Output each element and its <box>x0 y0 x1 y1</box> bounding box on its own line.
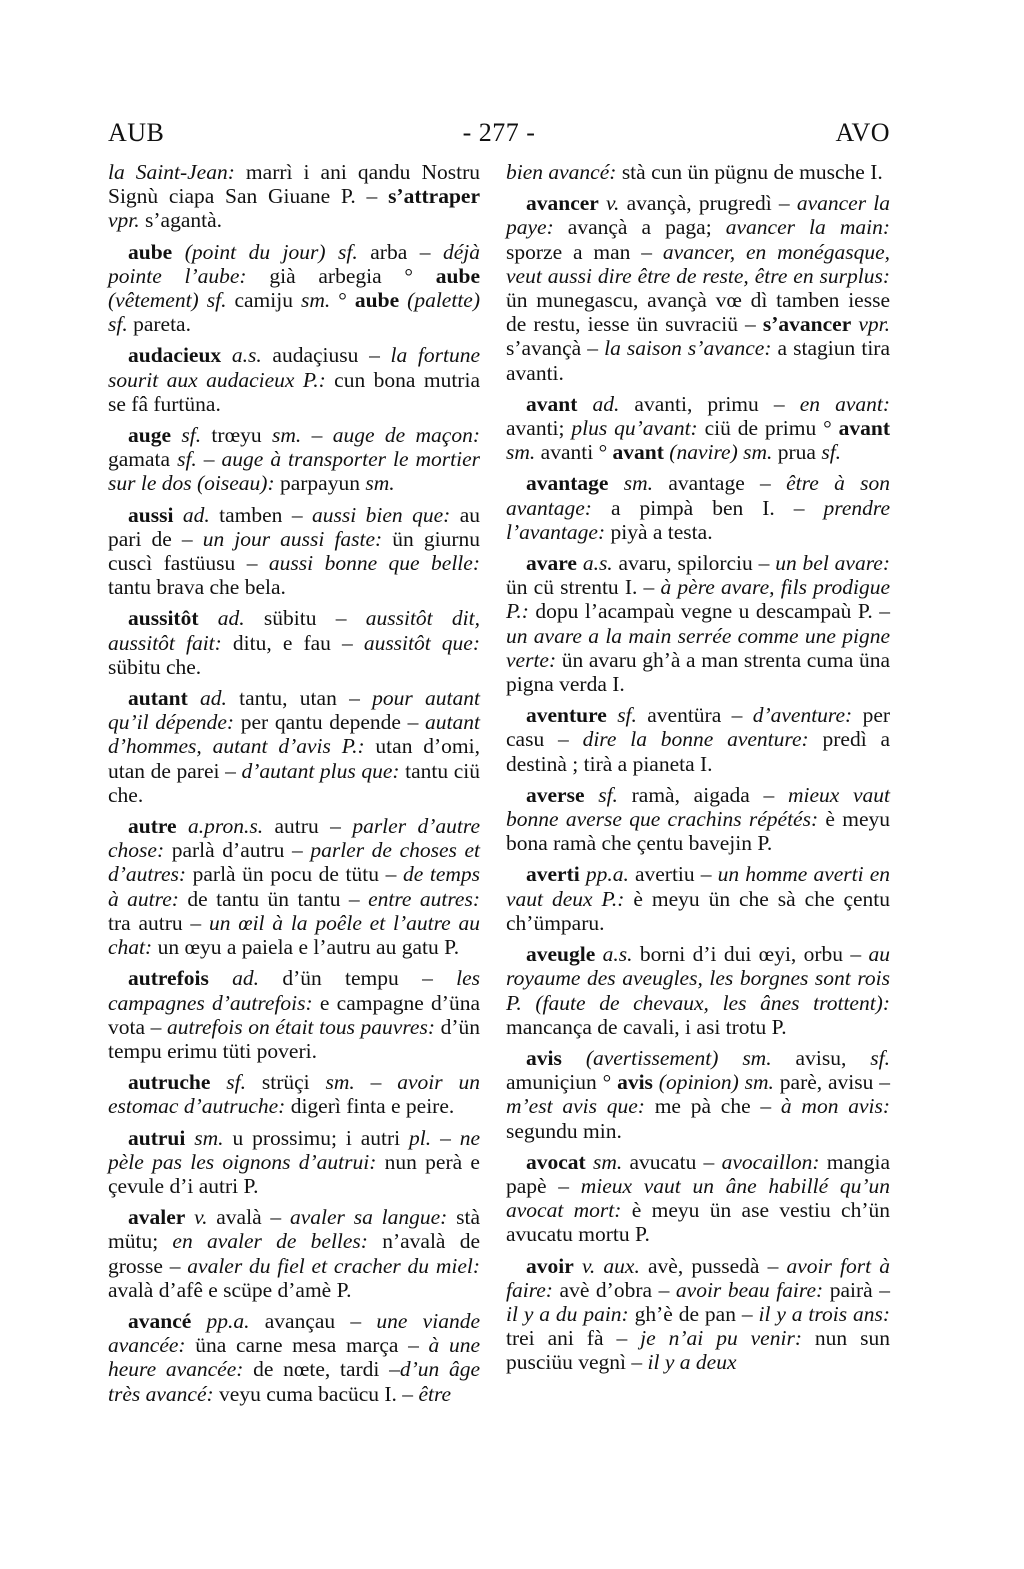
french-gloss: d’autant plus que: <box>241 758 400 783</box>
monegasque-text: un œyu a paiela e l’autru au gatu P. <box>152 935 460 960</box>
french-gloss: de temps à autre: <box>108 862 480 911</box>
entry-avance <box>108 1309 480 1406</box>
entry-avocat <box>506 1150 890 1247</box>
monegasque-text: audaçiusu – <box>261 343 391 368</box>
headword: averse <box>526 782 585 807</box>
french-gloss: ad. <box>182 502 210 527</box>
headword: aube <box>435 263 480 288</box>
french-gloss: d’aventure: <box>752 703 853 728</box>
monegasque-text: ditu, e fau – <box>221 630 364 655</box>
french-gloss: aussitôt dit, aussitôt fait: <box>108 606 480 655</box>
monegasque-text: a pimpà ben I. – <box>591 495 824 520</box>
french-gloss: avoir fort à faire: <box>506 1253 891 1302</box>
french-gloss: un œil à la poêle et l’autre au chat: <box>108 910 480 960</box>
monegasque-text: gamata <box>108 447 178 472</box>
monegasque-text: ° <box>330 288 355 313</box>
headword: autrui <box>128 1125 186 1150</box>
monegasque-text: de tantu ün tantu – <box>178 886 369 911</box>
french-gloss: je n’ai pu venir: <box>640 1326 802 1351</box>
monegasque-text: avançà, prugredì – <box>619 191 797 216</box>
monegasque-text: ün giurnu cuscì fastüusu – <box>108 526 480 576</box>
monegasque-text <box>185 1205 194 1229</box>
headword: aube <box>354 288 400 313</box>
monegasque-text <box>585 783 599 807</box>
headword: avare <box>526 551 577 576</box>
monegasque-text: avè d’obra – <box>552 1277 676 1302</box>
french-gloss: à une heure avancée: <box>108 1333 480 1382</box>
french-gloss: parler d’autre chose: <box>108 814 480 863</box>
entry-etre-bien-avance-cont <box>506 160 890 184</box>
monegasque-text: ün avaru gh’à a man strenta cuma üna pigna verda I. <box>506 647 890 697</box>
french-gloss: pl. <box>409 1125 432 1150</box>
entry-aube <box>108 240 480 337</box>
french-gloss: vpr. <box>108 208 140 233</box>
french-gloss: entre autres: <box>368 886 480 911</box>
monegasque-text: d’ün tempu erimu tüti poveri. <box>108 1014 480 1063</box>
monegasque-text <box>185 1126 194 1150</box>
french-gloss: pp.a. <box>585 862 629 887</box>
french-gloss: (navire) sm. <box>669 440 773 465</box>
french-gloss: un homme averti en vaut deux P.: <box>506 862 890 911</box>
french-gloss: pp.a. <box>206 1308 250 1333</box>
headword: averti <box>526 862 580 887</box>
french-gloss: les campagnes d’autrefois: <box>108 966 481 1015</box>
headword: avant <box>612 440 664 465</box>
monegasque-text: per casu – <box>506 703 891 752</box>
entry-avoir <box>506 1254 890 1375</box>
monegasque-text: arba – <box>357 239 443 264</box>
monegasque-text: aventüra – <box>636 703 753 728</box>
monegasque-text: avertiu – <box>628 862 718 887</box>
entry-avancer <box>506 191 890 385</box>
monegasque-text: de nœte, tardi – <box>243 1357 400 1382</box>
monegasque-text: a stagiun tira avanti. <box>506 336 890 385</box>
french-gloss: avancer, en monégasque, veut aussi dire être de reste, être en surplus: <box>506 239 891 288</box>
monegasque-text: – <box>431 1125 460 1150</box>
entry-audacieux <box>108 343 480 416</box>
french-gloss: v. aux. <box>581 1253 640 1278</box>
headword: avancé <box>128 1308 192 1333</box>
headword: audacieux <box>128 343 222 368</box>
french-gloss: en avant: <box>799 391 891 416</box>
monegasque-text: e campagne d’üna vota – <box>108 990 481 1039</box>
monegasque-text: stà cun ün pügnu de musche I. <box>616 160 883 184</box>
french-gloss: il y a du pain: <box>506 1301 629 1326</box>
french-gloss: sm. <box>325 1070 355 1095</box>
monegasque-text <box>586 1150 593 1174</box>
french-gloss: un jour aussi faste: <box>202 526 383 551</box>
french-gloss: la fortune sourit aux audacieux P.: <box>108 343 481 392</box>
headword: avantage <box>526 471 609 496</box>
monegasque-text: – <box>196 447 222 472</box>
monegasque-text: avanti; <box>506 416 572 441</box>
french-gloss: avancer la main: <box>725 215 890 240</box>
headword: aussi <box>128 502 174 527</box>
monegasque-text: piyà a testa. <box>605 519 713 544</box>
french-gloss: plus qu’avant: <box>571 416 698 441</box>
entry-avaler <box>108 1205 480 1302</box>
entry-autre <box>108 814 480 959</box>
french-gloss: ne pèle pas les oignons d’autrui: <box>108 1125 481 1174</box>
monegasque-text <box>607 703 617 727</box>
header-last-entry: AVO <box>835 118 890 147</box>
entry-avant <box>506 392 890 465</box>
french-gloss: sm. <box>365 471 395 496</box>
headword: s’avancer <box>762 312 852 337</box>
french-gloss: il y a deux <box>647 1350 737 1375</box>
monegasque-text <box>577 392 592 416</box>
monegasque-text: stà mütu; <box>108 1205 481 1254</box>
entry-averse <box>506 783 890 856</box>
headword: aventure <box>526 703 607 728</box>
french-gloss: mieux vaut un âne habillé qu’un avocat mort: <box>506 1173 890 1223</box>
monegasque-text: nun perà e çevule d’i autri P. <box>108 1149 480 1198</box>
monegasque-text: tantu, utan – <box>226 686 373 711</box>
monegasque-text: avançà a paga; <box>553 215 726 240</box>
entry-aveugle <box>506 942 890 1039</box>
french-gloss: être <box>418 1381 452 1406</box>
headword: autrefois <box>128 966 209 991</box>
french-gloss: ad. <box>592 391 620 416</box>
entry-avare <box>506 551 890 696</box>
monegasque-text: è meyu ün ase vestiu ch’ün avucatu mortu P. <box>506 1198 890 1247</box>
french-gloss: avancer la paye: <box>506 191 890 240</box>
monegasque-text: avè, pussedà – <box>639 1253 787 1278</box>
french-gloss: pour autant qu’il dépende: <box>108 686 480 735</box>
french-gloss: ad. <box>232 966 260 991</box>
french-gloss: v. <box>606 191 620 216</box>
french-gloss: (opinion) sm. <box>658 1070 774 1095</box>
monegasque-text: ün cü strentu I. – <box>506 575 661 600</box>
french-gloss: à mon avis: <box>780 1094 890 1119</box>
french-gloss: dire la bonne aventure: <box>582 727 809 752</box>
headword: avoir <box>526 1253 574 1278</box>
monegasque-text: avançau – <box>249 1308 377 1333</box>
headword: aube <box>128 239 173 264</box>
headword: aveugle <box>526 942 596 967</box>
monegasque-text: è meyu ün che sà che çentu ch’ümparu. <box>506 886 891 935</box>
headword: autruche <box>128 1070 211 1095</box>
monegasque-text: avanti ° <box>535 440 613 465</box>
french-gloss: autant d’hommes, autant d’avis P.: <box>108 710 480 759</box>
french-gloss: sm. <box>271 423 302 448</box>
monegasque-text: trei ani fà – <box>506 1326 641 1351</box>
monegasque-text: tantu ciü che. <box>108 758 481 807</box>
monegasque-text: utan d’omi, utan de parei – <box>108 734 481 783</box>
page-number: - 277 - <box>462 118 536 147</box>
monegasque-text <box>608 471 623 495</box>
french-gloss: auge de maçon: <box>332 423 480 448</box>
french-gloss: v. <box>194 1205 208 1230</box>
monegasque-text: è meyu bona ramà che çentu bavejin P. <box>506 807 890 856</box>
monegasque-text: pareta. <box>127 312 191 337</box>
french-gloss: parler de choses et d’autres: <box>108 838 480 887</box>
french-gloss: être à son avantage: <box>506 471 891 520</box>
monegasque-text: üna carne mesa marça – <box>185 1333 429 1358</box>
french-gloss: a.s. <box>602 942 633 967</box>
french-gloss: sm. <box>301 288 331 313</box>
monegasque-text: già arbegia ° <box>246 263 436 288</box>
headword: aussitôt <box>128 606 199 631</box>
headword: avis <box>617 1070 653 1095</box>
french-gloss: en avaler de belles: <box>172 1229 368 1254</box>
entry-averti <box>506 862 890 935</box>
french-gloss: aussi bonne que belle: <box>268 551 480 576</box>
french-gloss: bien avancé: <box>506 160 617 184</box>
french-gloss: prendre l’avantage: <box>506 495 890 544</box>
entry-aussitot <box>108 606 480 679</box>
monegasque-text: per qantu depende – <box>234 710 426 735</box>
monegasque-text: predì a destinà ; tirà a pianeta I. <box>506 727 891 776</box>
monegasque-text: segundu min. <box>506 1118 622 1143</box>
french-gloss: sf. <box>181 423 202 448</box>
headword: avis <box>526 1045 562 1070</box>
monegasque-text: trœyu <box>201 423 272 448</box>
header-first-entry: AUB <box>108 118 165 147</box>
monegasque-text: avisu, <box>771 1045 871 1070</box>
monegasque-text: cun bona mutria se fâ furtüna. <box>108 367 480 416</box>
french-gloss: au royaume des aveugles, les borgnes sont rois P. (faute de chevaux, les ânes trottent): <box>506 942 891 1015</box>
french-gloss: auge à transporter le mortier sur le dos (oiseau): <box>108 447 481 496</box>
monegasque-text: sübitu – <box>244 606 366 631</box>
french-gloss: a.s. <box>582 551 613 576</box>
french-gloss: il y a trois ans: <box>758 1301 890 1326</box>
monegasque-text: – <box>301 423 333 448</box>
monegasque-text: veyu cuma bacücu I. – <box>213 1381 419 1406</box>
monegasque-text: me pà che – <box>644 1094 781 1119</box>
left-column <box>108 160 480 1413</box>
monegasque-text: parpayun <box>274 471 366 496</box>
monegasque-text: parè, avisu – <box>773 1070 890 1095</box>
monegasque-text: autru – <box>263 814 353 839</box>
monegasque-text: borni d’i dui œyi, orbu – <box>632 942 869 967</box>
monegasque-text: n’avalà de grosse – <box>108 1229 481 1278</box>
monegasque-text <box>172 240 185 264</box>
monegasque-text: tamben – <box>209 502 313 527</box>
monegasque-text <box>595 942 602 966</box>
french-gloss: avocaillon: <box>721 1149 820 1174</box>
monegasque-text: digerì finta e peire. <box>285 1094 455 1119</box>
monegasque-text: dopu l’acampaù vegne u descampaù P. – <box>528 599 890 624</box>
entry-avis <box>506 1046 890 1143</box>
headword: avancer <box>526 191 599 216</box>
monegasque-text: mangia papè – <box>506 1149 891 1198</box>
headword: avaler <box>128 1205 186 1230</box>
monegasque-text: marrì i ani qandu Nostru Signù ciapa San Giuane P. – <box>108 160 480 209</box>
french-gloss: mieux vaut bonne averse que crachins répétés: <box>506 782 890 832</box>
french-gloss: vpr. <box>858 312 890 337</box>
headword: avocat <box>526 1149 586 1174</box>
monegasque-text: parlà d’autru – <box>164 838 311 863</box>
french-gloss: une viande avancée: <box>108 1308 480 1358</box>
french-gloss: ad. <box>217 606 245 631</box>
monegasque-text: avanti, primu – <box>619 391 800 416</box>
french-gloss: aussitôt que: <box>363 630 481 655</box>
monegasque-text: u prossimu; i autri <box>223 1125 410 1150</box>
entry-aventure <box>506 703 890 776</box>
monegasque-text <box>574 1254 582 1278</box>
monegasque-text: ün munegascu, avançà vœ dì tamben iesse de restu, iesse ün suvraciü – <box>506 288 890 337</box>
french-gloss: (point du jour) sf. <box>184 239 358 264</box>
monegasque-text <box>191 1309 206 1333</box>
monegasque-text: sübitu che. <box>108 654 202 679</box>
french-gloss: déjà pointe l’aube: <box>108 239 481 288</box>
monegasque-text <box>173 503 182 527</box>
headword: autre <box>128 814 177 839</box>
monegasque-text <box>171 423 181 447</box>
running-head <box>108 118 890 152</box>
french-gloss: un avare a la main serrée comme une pigne verte: <box>506 623 890 672</box>
entry-avantage <box>506 471 890 544</box>
french-gloss: sm. <box>194 1125 224 1150</box>
french-gloss: sf. <box>177 447 197 472</box>
monegasque-text: amuniçiun ° <box>506 1070 618 1095</box>
monegasque-text: prua <box>772 440 822 465</box>
monegasque-text <box>221 343 232 367</box>
french-gloss: sf. <box>598 782 618 807</box>
french-gloss: (palette) sf. <box>108 288 480 337</box>
french-gloss: ad. <box>200 686 227 711</box>
entry-aussi <box>108 503 480 600</box>
french-gloss: sf. <box>821 440 842 465</box>
monegasque-text <box>177 814 188 838</box>
monegasque-text: tra autru – <box>108 910 209 935</box>
french-gloss: a.s. <box>231 343 262 368</box>
monegasque-text: strüçi <box>246 1070 326 1095</box>
french-gloss: (avertissement) sm. <box>585 1045 772 1070</box>
french-gloss: a.pron.s. <box>188 814 264 839</box>
french-gloss: sf. <box>617 703 637 728</box>
monegasque-text: camiju <box>226 288 301 313</box>
french-gloss: à père avare, fils prodigue P.: <box>506 575 890 624</box>
french-gloss: m’est avis que: <box>506 1094 645 1119</box>
french-gloss: avaler sa langue: <box>289 1205 448 1230</box>
right-column <box>506 160 890 1382</box>
french-gloss: avoir beau faire: <box>675 1277 824 1302</box>
monegasque-text: avalà d’afê e scüpe d’amè P. <box>108 1277 352 1302</box>
monegasque-text <box>210 1070 226 1094</box>
monegasque-text: mancança de cavali, i asi trotu P. <box>506 1014 787 1039</box>
monegasque-text: tantu brava che bela. <box>108 575 286 600</box>
entry-autant <box>108 686 480 807</box>
french-gloss: sm. <box>592 1149 623 1174</box>
monegasque-text: gh’è de pan – <box>628 1301 759 1326</box>
french-gloss: sf. <box>226 1070 246 1095</box>
french-gloss: (vêtement) sf. <box>108 288 227 313</box>
monegasque-text <box>399 288 407 312</box>
monegasque-text: sporze a man – <box>506 239 663 264</box>
monegasque-text: s’agantà. <box>139 208 223 233</box>
monegasque-text: au pari de – <box>108 502 480 551</box>
entry-autrui <box>108 1126 480 1199</box>
headword: avant <box>838 416 890 441</box>
entry-auge <box>108 423 480 496</box>
monegasque-text <box>209 966 232 990</box>
monegasque-text: ramà, aigada – <box>617 782 788 807</box>
entry-la-saint-jean-cont <box>108 160 480 233</box>
french-gloss: sf. <box>870 1045 891 1070</box>
monegasque-text: parlà ün pocu de tütu – <box>186 862 403 887</box>
monegasque-text <box>562 1046 586 1070</box>
monegasque-text <box>188 686 200 710</box>
monegasque-text: avaru, spilorciu – <box>612 551 776 576</box>
headword: autant <box>128 686 188 711</box>
monegasque-text: d’ün tempu – <box>259 966 457 991</box>
french-gloss: avaler du fiel et cracher du miel: <box>187 1253 480 1278</box>
monegasque-text: avantage – <box>653 471 787 496</box>
monegasque-text <box>198 606 217 630</box>
monegasque-text: pairà – <box>823 1277 891 1302</box>
headword: auge <box>128 423 171 448</box>
monegasque-text: nun sun pusciüu vegnì – <box>506 1326 890 1375</box>
french-gloss: aussi bien que: <box>312 502 451 527</box>
french-gloss: sm. <box>623 471 654 496</box>
french-gloss: d’un âge très avancé: <box>108 1357 480 1406</box>
monegasque-text: ciü de primu ° <box>697 416 839 441</box>
monegasque-text: avalà – <box>207 1205 290 1230</box>
french-gloss: un bel avare: <box>775 551 890 576</box>
entry-autruche <box>108 1070 480 1118</box>
french-gloss: avoir un estomac d’autruche: <box>108 1070 480 1119</box>
entry-autrefois <box>108 966 480 1063</box>
french-gloss: sm. <box>506 440 536 465</box>
monegasque-text: s’avançà – <box>506 336 605 361</box>
headword: avant <box>526 391 578 416</box>
french-gloss: autrefois on était tous pauvres: <box>166 1014 435 1039</box>
monegasque-text: avucatu – <box>622 1149 722 1174</box>
monegasque-text <box>599 191 606 215</box>
headword: s’attraper <box>388 184 480 209</box>
monegasque-text: – <box>354 1070 398 1095</box>
french-gloss: la Saint-Jean: <box>108 160 235 184</box>
french-gloss: la saison s’avance: <box>604 336 772 361</box>
